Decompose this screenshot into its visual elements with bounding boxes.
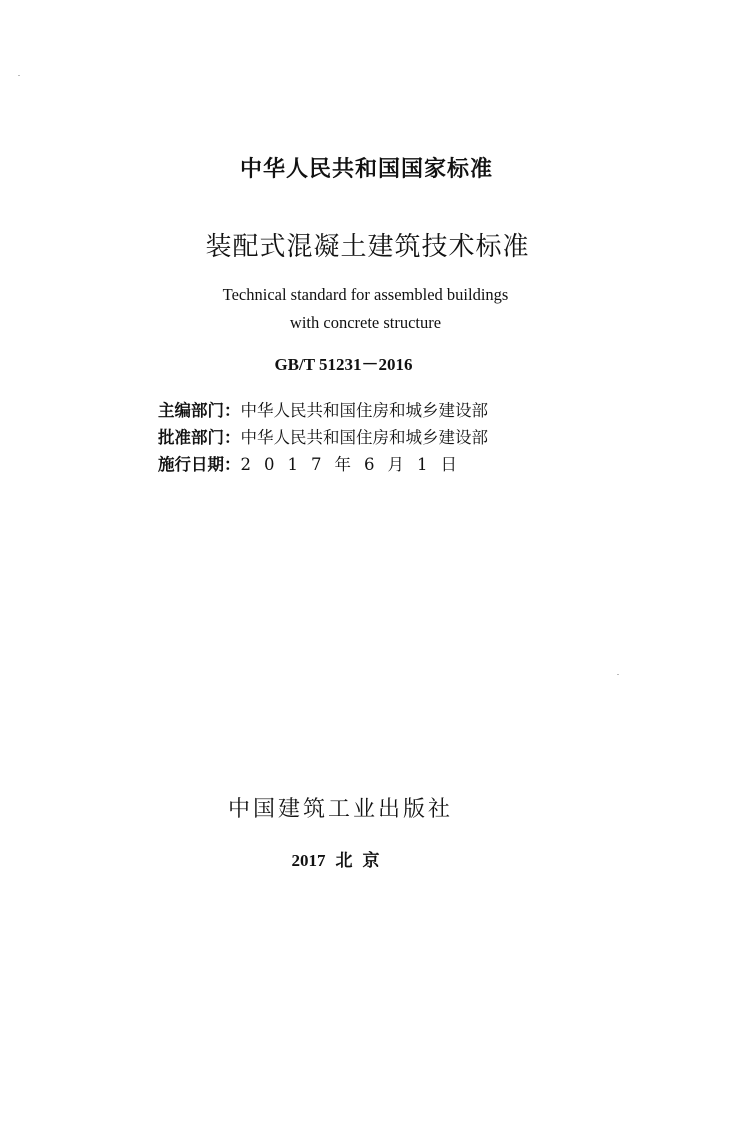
effective-date-row	[158, 451, 488, 478]
effective-date-value: 2017年6月1日	[240, 455, 470, 474]
standard-title-chinese: 装配式混凝土建筑技术标准	[205, 232, 530, 262]
standard-code: GB/T 51231－2016	[274, 355, 413, 374]
scan-speck	[18, 75, 20, 76]
publisher-name: 中国建筑工业出版社	[227, 797, 453, 822]
approver-row	[158, 424, 488, 451]
standard-title-english	[0, 281, 735, 337]
approver-value: 中华人民共和国住房和城乡建设部	[240, 428, 488, 447]
publication-year: 2017	[291, 851, 326, 870]
editor-row	[158, 397, 488, 424]
standard-series: 中华人民共和国国家标准	[239, 157, 493, 182]
scan-speck	[617, 674, 619, 675]
publication-place	[0, 846, 710, 871]
editor-label: 主编部门：	[158, 401, 241, 420]
editor-value: 中华人民共和国住房和城乡建设部	[240, 401, 488, 420]
title-english-line-2: with concrete structure	[289, 313, 442, 332]
title-english-line-1: Technical standard for assembled buildings	[222, 285, 509, 304]
publication-city: 北京	[335, 851, 390, 871]
standard-info-block	[158, 397, 488, 478]
effective-date-label: 施行日期：	[158, 455, 241, 474]
approver-label: 批准部门：	[158, 428, 241, 447]
